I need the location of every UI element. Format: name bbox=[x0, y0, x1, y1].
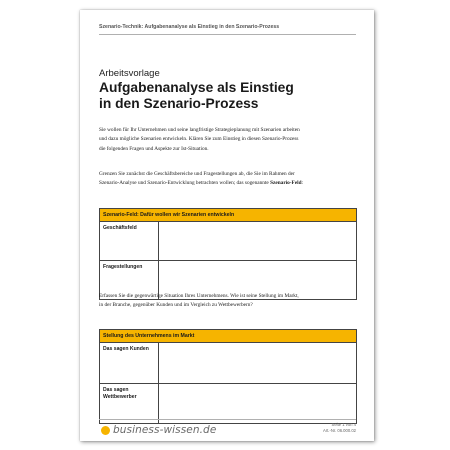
scenario-field-table bbox=[99, 208, 357, 300]
document-kicker: Arbeitsvorlage bbox=[99, 68, 160, 79]
market-position-table bbox=[99, 329, 357, 424]
brand-dot-icon bbox=[101, 426, 110, 435]
input-cell-geschaeftsfeld[interactable] bbox=[158, 222, 356, 260]
title-line-1: Aufgabenanalyse als Einstieg bbox=[99, 80, 294, 95]
document-title bbox=[99, 80, 294, 111]
page-number: Seite 1 von 4 bbox=[331, 422, 356, 427]
row-label-kunden: Das sagen Kunden bbox=[103, 346, 149, 352]
article-number: Art.-Nr. 06.000.02 bbox=[322, 428, 356, 433]
brand-name: business-wissen.de bbox=[113, 424, 217, 436]
intro-paragraph: Sie wollen für Ihr Unternehmen und seine langfristige Strategieplanung mit Szenarien arbeiten und dazu mögliche Szenarien entwickeln. Klären Sie zum Einstieg in diesen Szenario-Prozess die folgenden Fragen und Aspekte zur Ist-Situation. bbox=[99, 127, 300, 152]
footer-divider bbox=[99, 419, 356, 420]
row-label-wettbewerber: Das sagen Wettbewerber bbox=[103, 387, 137, 400]
market-position-paragraph: Erfassen Sie die gegenwärtige Situation Ihres Unternehmens. Wie ist seine Stellung im Markt, in der Branche, gegenüber Kunden und im Vergleich zu Wettbewerbern? bbox=[99, 293, 299, 309]
scenario-field-term: Szenario-Feld bbox=[270, 180, 302, 187]
header-divider bbox=[99, 34, 356, 35]
page-info bbox=[323, 422, 356, 434]
input-cell-kunden[interactable] bbox=[158, 343, 356, 383]
scenario-field-text: Grenzen Sie zunächst die Geschäftsbereiche und Fragestellungen ab, die Sie im Rahmen der Szenario-Analyse und Szenario-Entwicklung betrachten wollen; das sogenannte bbox=[99, 171, 295, 187]
table-row bbox=[100, 384, 356, 424]
title-line-2: in den Szenario-Prozess bbox=[99, 95, 259, 111]
row-label-fragestellungen: Fragestellungen bbox=[103, 264, 143, 270]
scenario-field-paragraph bbox=[99, 170, 304, 189]
table-row bbox=[100, 343, 356, 384]
input-cell-wettbewerber[interactable] bbox=[158, 384, 356, 424]
row-label-geschaeftsfeld: Geschäftsfeld bbox=[103, 225, 137, 231]
running-header: Szenario-Technik: Aufgabenanalyse als Einstieg in den Szenario-Prozess bbox=[99, 24, 280, 30]
scenario-field-table-header: Szenario-Feld: Dafür wollen wir Szenarien entwickeln bbox=[100, 209, 356, 222]
market-position-table-header: Stellung des Unternehmens im Markt bbox=[100, 330, 356, 343]
brand-logo bbox=[101, 423, 216, 437]
table-row bbox=[100, 222, 356, 261]
document-page bbox=[80, 10, 374, 441]
scenario-field-colon: : bbox=[301, 180, 304, 187]
